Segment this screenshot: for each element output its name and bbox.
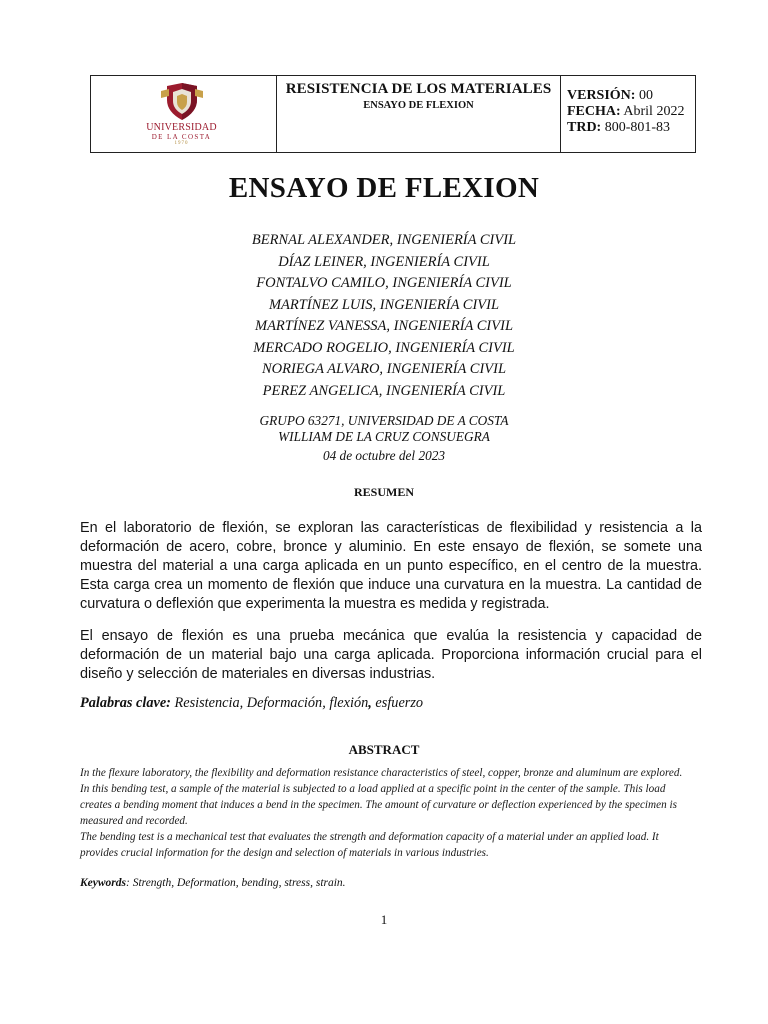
logo-line-2: DE LA COSTA — [151, 132, 212, 141]
page-number: 1 — [380, 912, 388, 927]
document-header-table — [90, 75, 696, 153]
fecha-value: Abril 2022 — [620, 104, 685, 119]
version-line — [567, 88, 695, 104]
trd-label: TRD: — [567, 120, 602, 135]
course-title: RESISTENCIA DE LOS MATERIALES — [285, 81, 552, 97]
author-list — [0, 230, 768, 402]
author-line: FONTALVO CAMILO, INGENIERÍA CIVIL — [256, 275, 512, 291]
university-shield-icon — [159, 82, 205, 122]
fecha-line — [567, 104, 695, 120]
fecha-label: FECHA: — [567, 104, 621, 119]
abstract-paragraph-1: In the flexure laboratory, the flexibility and deformation resistance characteristics of steel, copper, bronze and aluminum are explored. In this bending test, a sample of the material is subjected to a load applied at a specific point in the center of the sample. This load creates a bending moment that induces a bend in the specimen. The amount of curvature or deflection experienced by the specimen is measured and recorded. — [80, 767, 683, 827]
author-line: BERNAL ALEXANDER, INGENIERÍA CIVIL — [251, 232, 517, 248]
palabras-clave — [80, 695, 423, 712]
logo-cell — [91, 76, 277, 152]
trd-value: 800-801-83 — [601, 120, 671, 135]
resumen-paragraph-1: En el laboratorio de flexión, se exploran las características de flexibilidad y resistencia a la deformación de acero, cobre, bronce y aluminio. En este ensayo de flexión, se somete una muestra del material a una carga aplicada en un punto específico, en el centro de la muestra. Esta carga crea un momento de flexión que induce una curvatura en la muestra. La cantidad de curvatura o deflexión que experimenta la muestra es medida y registrada. — [80, 520, 702, 612]
university-logo — [146, 82, 217, 147]
logo-line-3: 1970 — [174, 140, 189, 146]
keywords-label: Keywords — [80, 877, 126, 889]
trd-line — [567, 120, 695, 136]
palabras-clave-value: Resistencia, Deformación, flexión — [170, 695, 369, 711]
version-value: 00 — [635, 88, 653, 103]
version-label: VERSIÓN: — [567, 88, 636, 103]
author-line: PEREZ ANGELICA, INGENIERÍA CIVIL — [262, 382, 506, 399]
abstract-heading: ABSTRACT — [348, 742, 420, 757]
professor-line: WILLIAM DE LA CRUZ CONSUEGRA — [278, 428, 490, 444]
abstract-body — [80, 765, 692, 861]
abstract-paragraph-2: The bending test is a mechanical test that evaluates the strength and deformation capacity of a material under an applied load. It provides crucial information for the design and selection of materials in various industries. — [80, 831, 659, 859]
palabras-clave-label: Palabras clave: — [80, 695, 171, 711]
group-line: GRUPO 63271, UNIVERSIDAD DE A COSTA — [259, 413, 509, 428]
document-date: 04 de octubre del 2023 — [322, 448, 446, 463]
palabras-clave-comma: , — [368, 695, 372, 711]
resumen-paragraph-2: El ensayo de flexión es una prueba mecánica que evalúa la resistencia y capacidad de deformación de un material bajo una carga aplicada. Proporciona información crucial para el diseño y selección de materiales en diversas industrias. — [80, 628, 702, 682]
group-info — [0, 413, 768, 444]
keywords — [80, 877, 346, 889]
document-title: ENSAYO DE FLEXION — [228, 172, 540, 204]
resumen-heading: RESUMEN — [353, 485, 414, 499]
author-line: MARTÍNEZ VANESSA, INGENIERÍA CIVIL — [254, 318, 514, 334]
author-line: NORIEGA ALVARO, INGENIERÍA CIVIL — [261, 361, 507, 377]
course-subtitle: ENSAYO DE FLEXION — [363, 100, 474, 111]
author-line: MERCADO ROGELIO, INGENIERÍA CIVIL — [253, 339, 515, 356]
author-line: MARTÍNEZ LUIS, INGENIERÍA CIVIL — [268, 296, 500, 313]
author-line: DÍAZ LEINER, INGENIERÍA CIVIL — [278, 253, 490, 270]
header-meta-cell — [561, 76, 695, 152]
palabras-clave-last: esfuerzo — [371, 695, 424, 711]
header-title-cell — [277, 76, 561, 152]
logo-line-1: UNIVERSIDAD — [146, 121, 217, 133]
keywords-value: : Strength, Deformation, bending, stress, strain. — [126, 877, 346, 889]
